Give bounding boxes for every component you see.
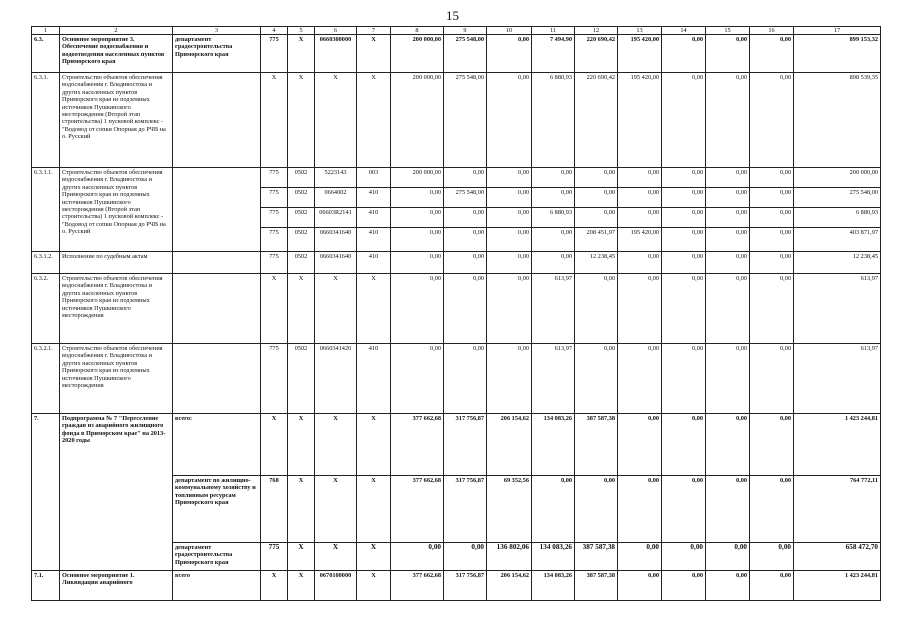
cell-c13: 195 420,00 xyxy=(618,73,662,168)
cell-header-4: 4 xyxy=(261,27,288,35)
cell-c6: X xyxy=(315,414,357,476)
cell-c9: 0,00 xyxy=(444,274,487,344)
cell-header-8: 8 xyxy=(391,27,444,35)
cell-c5: 0502 xyxy=(288,168,315,188)
cell-executor xyxy=(173,274,261,344)
cell-c17: 658 472,70 xyxy=(794,543,881,571)
cell-c9: 275 548,00 xyxy=(444,35,487,73)
cell-c14: 0,00 xyxy=(662,274,706,344)
cell-c14: 0,00 xyxy=(662,208,706,228)
cell-c6: 0664002 xyxy=(315,188,357,208)
cell-c14: 0,00 xyxy=(662,414,706,476)
cell-c7: X xyxy=(357,476,391,543)
cell-c8: 377 662,68 xyxy=(391,571,444,601)
budget-table xyxy=(31,26,881,601)
cell-c11: 134 083,26 xyxy=(532,543,575,571)
cell-c12: 0,00 xyxy=(575,274,618,344)
cell-c8: 0,00 xyxy=(391,208,444,228)
cell-c13: 0,00 xyxy=(618,571,662,601)
cell-c6: 0660341640 xyxy=(315,252,357,274)
cell-header-3: 3 xyxy=(173,27,261,35)
cell-c13: 0,00 xyxy=(618,208,662,228)
cell-c12: 0,00 xyxy=(575,208,618,228)
cell-executor xyxy=(173,168,261,252)
table-row xyxy=(32,73,881,168)
cell-c15: 0,00 xyxy=(706,228,750,252)
cell-c16: 0,00 xyxy=(750,73,794,168)
cell-c10: 0,00 xyxy=(487,168,532,188)
cell-c6: 5223143 xyxy=(315,168,357,188)
cell-c7: 410 xyxy=(357,344,391,414)
cell-executor: департамент по жилищно-коммунальному хозяйству и топливным ресурсам Приморского края xyxy=(173,476,261,543)
cell-c8: 377 662,68 xyxy=(391,476,444,543)
cell-c4: 775 xyxy=(261,35,288,73)
cell-c9: 317 756,87 xyxy=(444,476,487,543)
cell-c15: 0,00 xyxy=(706,188,750,208)
cell-c9: 317 756,87 xyxy=(444,571,487,601)
cell-c12: 208 451,97 xyxy=(575,228,618,252)
cell-c14: 0,00 xyxy=(662,571,706,601)
cell-c8: 200 000,00 xyxy=(391,73,444,168)
cell-c16: 0,00 xyxy=(750,476,794,543)
cell-c16: 0,00 xyxy=(750,274,794,344)
cell-c5: X xyxy=(288,476,315,543)
cell-c9: 275 548,00 xyxy=(444,73,487,168)
cell-c9: 0,00 xyxy=(444,208,487,228)
cell-c11: 613,97 xyxy=(532,344,575,414)
cell-c5: 0502 xyxy=(288,208,315,228)
cell-header-9: 9 xyxy=(444,27,487,35)
cell-header-7: 7 xyxy=(357,27,391,35)
cell-name: Строительство объектов обеспечения водоснабжения г. Владивостока и других населенных пунктов Приморского края из подземных источников Пушкинского месторождения xyxy=(60,344,173,414)
cell-header-13: 13 xyxy=(618,27,662,35)
cell-executor: департамент градостроительства Приморского края xyxy=(173,35,261,73)
cell-c12: 387 587,38 xyxy=(575,543,618,571)
cell-name: Подпрограмма № 7 "Переселение граждан из аварийного жилищного фонда в Приморском крае" на 2013-2020 годы xyxy=(60,414,173,571)
cell-c14: 0,00 xyxy=(662,188,706,208)
cell-c13: 195 420,00 xyxy=(618,228,662,252)
cell-c6: X xyxy=(315,476,357,543)
cell-c4: 775 xyxy=(261,208,288,228)
cell-name: Исполнение по судебным актам xyxy=(60,252,173,274)
cell-c8: 0,00 xyxy=(391,543,444,571)
cell-c10: 206 154,62 xyxy=(487,571,532,601)
cell-header-16: 16 xyxy=(750,27,794,35)
cell-c5: 0502 xyxy=(288,188,315,208)
cell-c8: 377 662,68 xyxy=(391,414,444,476)
cell-header-1: 1 xyxy=(32,27,60,35)
cell-c10: 0,00 xyxy=(487,274,532,344)
cell-c12: 0,00 xyxy=(575,168,618,188)
cell-c6: 0660300000 xyxy=(315,35,357,73)
cell-c5: X xyxy=(288,73,315,168)
cell-c13: 0,00 xyxy=(618,344,662,414)
cell-name: Строительство объектов обеспечения водоснабжения г. Владивостока и других населенных пунктов Приморского края из подземных источников Пушкинского месторождения (Второй этап строительства) 1 пусковой комплекс - "Водовод от сопки Опорная до РЧВ на о. Русский xyxy=(60,73,173,168)
cell-c13: 0,00 xyxy=(618,414,662,476)
cell-header-12: 12 xyxy=(575,27,618,35)
cell-c12: 387 587,38 xyxy=(575,414,618,476)
cell-c6: 0660341420 xyxy=(315,344,357,414)
cell-c15: 0,00 xyxy=(706,168,750,188)
cell-number: 6.3. xyxy=(32,35,60,73)
cell-c10: 69 352,56 xyxy=(487,476,532,543)
cell-c4: X xyxy=(261,73,288,168)
cell-executor xyxy=(173,344,261,414)
cell-header-5: 5 xyxy=(288,27,315,35)
cell-executor: департамент градостроительства Приморского края xyxy=(173,543,261,571)
cell-c16: 0,00 xyxy=(750,344,794,414)
table-row xyxy=(32,168,881,188)
cell-name: Основное мероприятие 3. Обеспечение водоснабжения и водоотведения населенных пунктов Приморского края xyxy=(60,35,173,73)
cell-c15: 0,00 xyxy=(706,252,750,274)
cell-c5: X xyxy=(288,543,315,571)
cell-executor xyxy=(173,73,261,168)
cell-c17: 1 423 244,81 xyxy=(794,414,881,476)
cell-c16: 0,00 xyxy=(750,168,794,188)
cell-c15: 0,00 xyxy=(706,35,750,73)
cell-c16: 0,00 xyxy=(750,414,794,476)
cell-c15: 0,00 xyxy=(706,543,750,571)
cell-c17: 613,97 xyxy=(794,274,881,344)
cell-c14: 0,00 xyxy=(662,35,706,73)
cell-c11: 134 083,26 xyxy=(532,414,575,476)
cell-c4: X xyxy=(261,274,288,344)
cell-c9: 0,00 xyxy=(444,252,487,274)
table-row xyxy=(32,35,881,73)
cell-c11: 134 083,26 xyxy=(532,571,575,601)
cell-c5: X xyxy=(288,571,315,601)
cell-c8: 0,00 xyxy=(391,274,444,344)
cell-c11: 613,97 xyxy=(532,274,575,344)
cell-number: 6.3.2. xyxy=(32,274,60,344)
cell-c16: 0,00 xyxy=(750,252,794,274)
cell-c14: 0,00 xyxy=(662,73,706,168)
cell-c9: 317 756,87 xyxy=(444,414,487,476)
cell-c6: 0660341640 xyxy=(315,228,357,252)
cell-c5: X xyxy=(288,274,315,344)
cell-c14: 0,00 xyxy=(662,543,706,571)
cell-c17: 764 772,11 xyxy=(794,476,881,543)
cell-c7: 410 xyxy=(357,188,391,208)
cell-c17: 899 153,32 xyxy=(794,35,881,73)
cell-c10: 0,00 xyxy=(487,208,532,228)
cell-c10: 0,00 xyxy=(487,344,532,414)
cell-c12: 12 238,45 xyxy=(575,252,618,274)
cell-c17: 1 423 244,81 xyxy=(794,571,881,601)
cell-header-17: 17 xyxy=(794,27,881,35)
cell-c5: 0502 xyxy=(288,228,315,252)
cell-c14: 0,00 xyxy=(662,344,706,414)
cell-c13: 0,00 xyxy=(618,476,662,543)
cell-c13: 0,00 xyxy=(618,168,662,188)
cell-c10: 136 802,06 xyxy=(487,543,532,571)
cell-c9: 0,00 xyxy=(444,168,487,188)
cell-c12: 387 587,38 xyxy=(575,571,618,601)
cell-header-11: 11 xyxy=(532,27,575,35)
cell-c11: 0,00 xyxy=(532,252,575,274)
cell-c5: X xyxy=(288,414,315,476)
table-row xyxy=(32,252,881,274)
cell-c4: 775 xyxy=(261,344,288,414)
cell-c12: 0,00 xyxy=(575,476,618,543)
cell-c16: 0,00 xyxy=(750,35,794,73)
cell-c6: X xyxy=(315,73,357,168)
cell-c15: 0,00 xyxy=(706,414,750,476)
cell-c4: 775 xyxy=(261,252,288,274)
cell-name: Основное мероприятие 1. Ликвидация аварийного xyxy=(60,571,173,601)
cell-c8: 0,00 xyxy=(391,228,444,252)
cell-number: 6.3.1. xyxy=(32,73,60,168)
cell-header-6: 6 xyxy=(315,27,357,35)
table-row xyxy=(32,571,881,601)
cell-c17: 898 539,35 xyxy=(794,73,881,168)
cell-c17: 6 880,93 xyxy=(794,208,881,228)
table-row xyxy=(32,274,881,344)
cell-c4: X xyxy=(261,414,288,476)
cell-c16: 0,00 xyxy=(750,208,794,228)
cell-c8: 0,00 xyxy=(391,188,444,208)
cell-c7: X xyxy=(357,414,391,476)
cell-c13: 0,00 xyxy=(618,543,662,571)
cell-c16: 0,00 xyxy=(750,228,794,252)
cell-c5: 0502 xyxy=(288,344,315,414)
cell-c15: 0,00 xyxy=(706,208,750,228)
cell-c5: X xyxy=(288,35,315,73)
cell-c7: 410 xyxy=(357,252,391,274)
cell-c16: 0,00 xyxy=(750,188,794,208)
cell-c13: 0,00 xyxy=(618,252,662,274)
cell-c14: 0,00 xyxy=(662,228,706,252)
cell-c17: 403 871,97 xyxy=(794,228,881,252)
cell-number: 7.1. xyxy=(32,571,60,601)
cell-number: 6.3.1.2. xyxy=(32,252,60,274)
cell-c15: 0,00 xyxy=(706,344,750,414)
cell-c10: 0,00 xyxy=(487,188,532,208)
header-row xyxy=(32,27,881,35)
cell-c13: 195 420,00 xyxy=(618,35,662,73)
cell-c12: 220 690,42 xyxy=(575,35,618,73)
cell-c11: 6 880,93 xyxy=(532,73,575,168)
cell-c11: 6 880,93 xyxy=(532,208,575,228)
cell-c4: 775 xyxy=(261,543,288,571)
cell-c7: X xyxy=(357,35,391,73)
cell-c8: 200 000,00 xyxy=(391,168,444,188)
cell-c4: 775 xyxy=(261,228,288,252)
cell-c7: X xyxy=(357,571,391,601)
cell-number: 6.3.2.1. xyxy=(32,344,60,414)
cell-c16: 0,00 xyxy=(750,571,794,601)
cell-c8: 0,00 xyxy=(391,344,444,414)
cell-executor xyxy=(173,252,261,274)
table-row xyxy=(32,414,881,476)
cell-c11: 0,00 xyxy=(532,476,575,543)
cell-c14: 0,00 xyxy=(662,476,706,543)
cell-c4: 775 xyxy=(261,188,288,208)
cell-number: 6.3.1.1. xyxy=(32,168,60,252)
cell-c10: 206 154,62 xyxy=(487,414,532,476)
cell-c8: 200 000,00 xyxy=(391,35,444,73)
cell-c7: X xyxy=(357,274,391,344)
cell-c8: 0,00 xyxy=(391,252,444,274)
cell-c6: X xyxy=(315,543,357,571)
cell-name: Строительство объектов обеспечения водоснабжения г. Владивостока и других населенных пунктов Приморского края из подземных источников Пушкинского месторождения (Второй этап строительства) 1 пусковой комплекс - "Водовод от сопки Опорная до РЧВ на о. Русский xyxy=(60,168,173,252)
cell-c7: X xyxy=(357,543,391,571)
cell-c4: X xyxy=(261,571,288,601)
cell-c9: 0,00 xyxy=(444,543,487,571)
cell-c15: 0,00 xyxy=(706,476,750,543)
cell-c11: 0,00 xyxy=(532,228,575,252)
cell-c13: 0,00 xyxy=(618,274,662,344)
cell-c11: 0,00 xyxy=(532,188,575,208)
cell-number: 7. xyxy=(32,414,60,571)
cell-c15: 0,00 xyxy=(706,274,750,344)
cell-c15: 0,00 xyxy=(706,571,750,601)
cell-c14: 0,00 xyxy=(662,252,706,274)
cell-name: Строительство объектов обеспечения водоснабжения г. Владивостока и других населенных пунктов Приморского края из подземных источников Пушкинского месторождения xyxy=(60,274,173,344)
cell-c10: 0,00 xyxy=(487,73,532,168)
cell-c11: 0,00 xyxy=(532,168,575,188)
cell-c6: 0670100000 xyxy=(315,571,357,601)
cell-c4: 768 xyxy=(261,476,288,543)
table-row xyxy=(32,344,881,414)
cell-c6: 06603R2141 xyxy=(315,208,357,228)
cell-c10: 0,00 xyxy=(487,228,532,252)
cell-c12: 0,00 xyxy=(575,188,618,208)
cell-c10: 0,00 xyxy=(487,35,532,73)
cell-header-14: 14 xyxy=(662,27,706,35)
cell-c7: X xyxy=(357,73,391,168)
cell-c16: 0,00 xyxy=(750,543,794,571)
cell-c4: 775 xyxy=(261,168,288,188)
cell-c12: 220 690,42 xyxy=(575,73,618,168)
cell-c7: 003 xyxy=(357,168,391,188)
cell-c9: 0,00 xyxy=(444,344,487,414)
cell-c7: 410 xyxy=(357,228,391,252)
cell-c17: 200 000,00 xyxy=(794,168,881,188)
cell-c14: 0,00 xyxy=(662,168,706,188)
cell-c9: 275 548,00 xyxy=(444,188,487,208)
cell-c15: 0,00 xyxy=(706,73,750,168)
cell-executor: всего xyxy=(173,571,261,601)
cell-c11: 7 494,90 xyxy=(532,35,575,73)
cell-executor: всего: xyxy=(173,414,261,476)
cell-c17: 613,97 xyxy=(794,344,881,414)
cell-c9: 0,00 xyxy=(444,228,487,252)
cell-c5: 0502 xyxy=(288,252,315,274)
cell-header-10: 10 xyxy=(487,27,532,35)
cell-c17: 12 238,45 xyxy=(794,252,881,274)
cell-c7: 410 xyxy=(357,208,391,228)
cell-c17: 275 548,00 xyxy=(794,188,881,208)
page-number: 15 xyxy=(446,8,459,23)
cell-c13: 0,00 xyxy=(618,188,662,208)
cell-c12: 0,00 xyxy=(575,344,618,414)
cell-header-15: 15 xyxy=(706,27,750,35)
cell-header-2: 2 xyxy=(60,27,173,35)
cell-c10: 0,00 xyxy=(487,252,532,274)
cell-c6: X xyxy=(315,274,357,344)
